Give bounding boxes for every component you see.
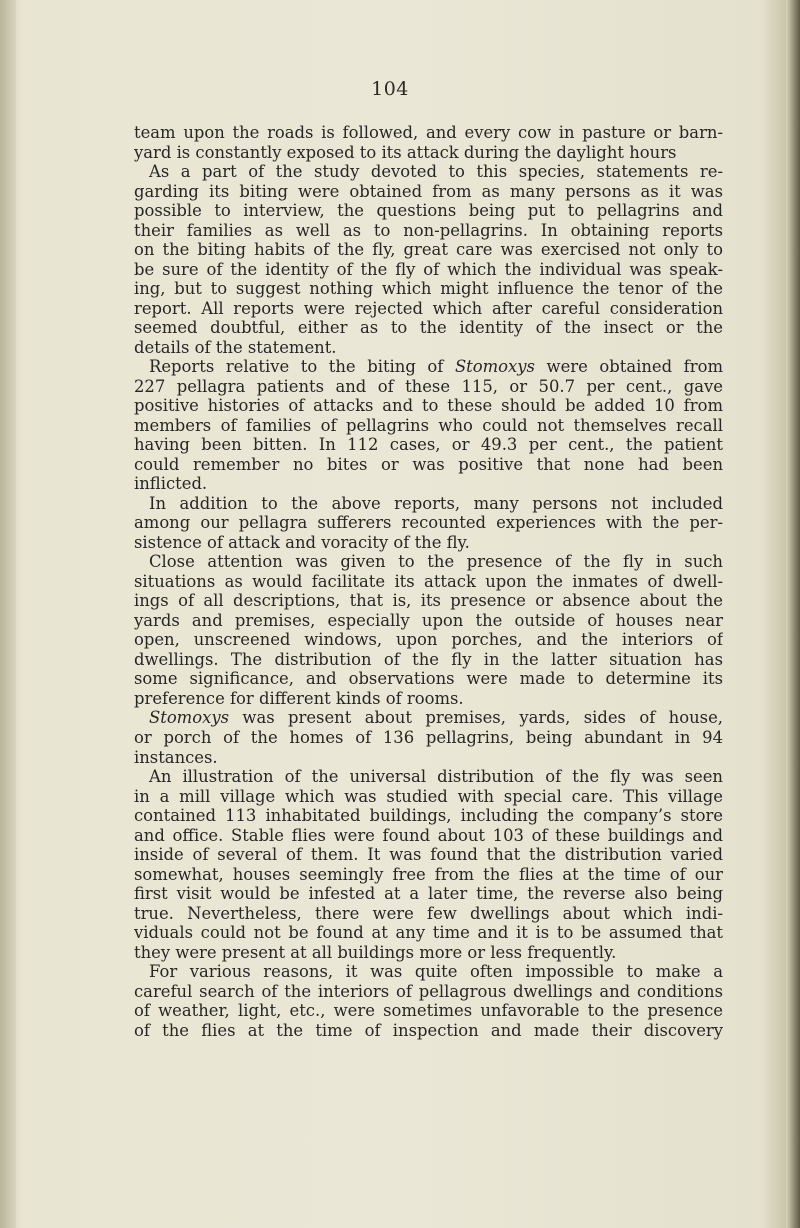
text-line: An illustration of the universal distribution of the fly was seen bbox=[149, 767, 723, 787]
text-line: be sure of the identity of the fly of which the individual was speak- bbox=[134, 259, 723, 279]
text-line: and office. Stable flies were found about 103 of these buildings and bbox=[134, 825, 723, 845]
text-line: open, unscreened windows, upon porches, and the interiors of bbox=[134, 630, 723, 650]
text-line: dwellings. The distribution of the fly in the latter situation has bbox=[134, 649, 723, 669]
text-line: As a part of the study devoted to this species, statements re- bbox=[149, 162, 723, 182]
text-line: viduals could not be found at any time and it is to be assumed that bbox=[134, 923, 723, 943]
text-fragment: was present about premises, yards, sides of house, bbox=[229, 708, 723, 728]
text-line: they were present at all buildings more or less frequently. bbox=[134, 942, 617, 962]
text-line: of weather, light, etc., were sometimes unfavorable to the presence bbox=[134, 1001, 723, 1021]
text-line: report. All reports were rejected which after careful consideration bbox=[134, 298, 723, 318]
text-line: inside of several of them. It was found that the distribution varied bbox=[134, 845, 723, 865]
text-line: ing, but to suggest nothing which might influence the tenor of the bbox=[134, 279, 723, 299]
text-line: yards and premises, especially upon the outside of houses near bbox=[134, 610, 723, 630]
text-line: inflicted. bbox=[134, 474, 208, 494]
text-line: garding its biting were obtained from as many persons as it was bbox=[134, 181, 723, 201]
text-line bbox=[134, 357, 723, 377]
species-name: Stomoxys bbox=[149, 708, 230, 728]
text-line: on the biting habits of the fly, great care was exercised not only to bbox=[134, 240, 723, 260]
text-line: of the flies at the time of inspection and made their discovery bbox=[134, 1020, 723, 1040]
text-line: having been bitten. In 112 cases, or 49.3 per cent., the patient bbox=[134, 435, 723, 455]
text-line: preference for different kinds of rooms. bbox=[134, 688, 464, 708]
text-line: ings of all descriptions, that is, its presence or absence about the bbox=[134, 591, 723, 611]
text-line: instances. bbox=[134, 747, 218, 767]
text-line: possible to interview, the questions being put to pellagrins and bbox=[134, 201, 723, 221]
text-line: in a mill village which was studied with special care. This village bbox=[134, 786, 723, 806]
species-name: Stomoxys bbox=[454, 357, 535, 377]
text-line: situations as would facilitate its attack upon the inmates of dwell- bbox=[134, 571, 723, 591]
text-line: contained 113 inhabitated buildings, including the company’s store bbox=[134, 806, 723, 826]
text-line: first visit would be infested at a later time, the reverse also being bbox=[134, 884, 723, 904]
text-line: or porch of the homes of 136 pellagrins, being abundant in 94 bbox=[134, 727, 723, 747]
text-line: Close attention was given to the presence of the fly in such bbox=[149, 552, 723, 572]
binding-gutter bbox=[0, 0, 16, 1228]
text-line: details of the statement. bbox=[134, 337, 337, 357]
text-line: yard is constantly exposed to its attack during the daylight hours bbox=[134, 142, 677, 162]
text-line: could remember no bites or was positive that none had been bbox=[134, 454, 723, 474]
text-line: careful search of the interiors of pellagrous dwellings and conditions bbox=[134, 981, 723, 1001]
text-line: positive histories of attacks and to these should be added 10 from bbox=[134, 396, 723, 416]
body-text bbox=[134, 123, 723, 1040]
text-line: true. Nevertheless, there were few dwellings about which indi- bbox=[134, 903, 723, 923]
text-line: seemed doubtful, either as to the identity of the insect or the bbox=[134, 318, 723, 338]
text-fragment: Reports relative to the biting of bbox=[149, 357, 455, 377]
page-edge bbox=[786, 0, 800, 1228]
text-line: In addition to the above reports, many persons not included bbox=[149, 493, 723, 513]
text-line: their families as well as to non-pellagrins. In obtaining reports bbox=[134, 220, 723, 240]
text-line: sistence of attack and voracity of the fly. bbox=[134, 532, 470, 552]
text-line: some significance, and observations were made to determine its bbox=[134, 669, 723, 689]
text-line: members of families of pellagrins who could not themselves recall bbox=[134, 415, 723, 435]
text-line: team upon the roads is followed, and every cow in pasture or barn- bbox=[134, 123, 723, 142]
text-fragment: were obtained from bbox=[534, 357, 723, 377]
text-line: somewhat, houses seemingly free from the flies at the time of our bbox=[134, 864, 723, 884]
text-line: among our pellagra sufferers recounted experiences with the per- bbox=[134, 513, 723, 533]
text-line: For various reasons, it was quite often impossible to make a bbox=[149, 962, 723, 982]
text-line: 227 pellagra patients and of these 115, or 50.7 per cent., gave bbox=[134, 376, 723, 396]
text-line bbox=[134, 708, 723, 728]
page-number: 104 bbox=[371, 78, 409, 100]
